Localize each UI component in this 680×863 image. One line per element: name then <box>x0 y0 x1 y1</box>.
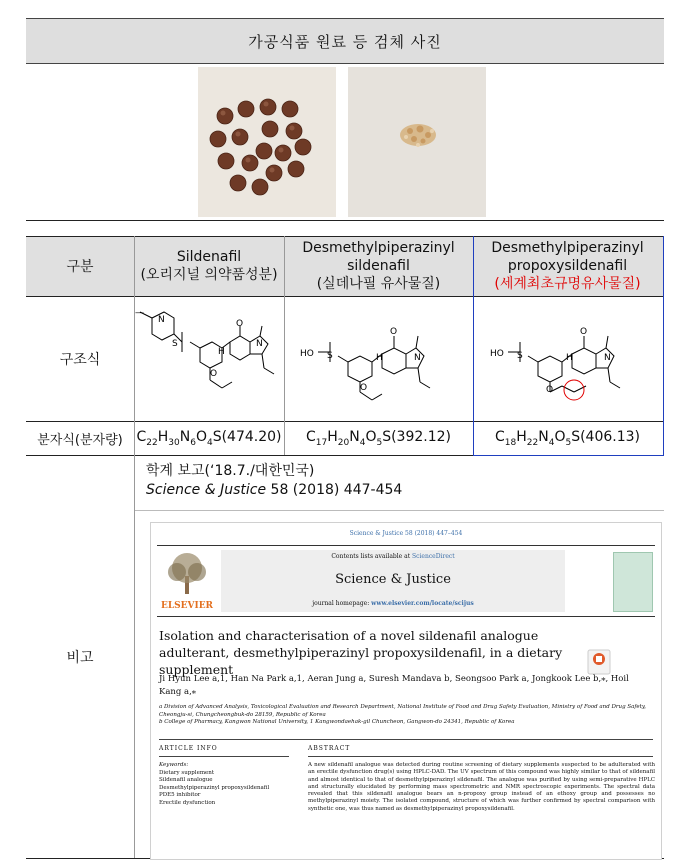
paper-authors: Ji Hyun Lee a,1, Han Na Park a,1, Aeran Jung a, Suresh Mandava b, Seongsoo Park a, Jongkook Lee b,⁎, Hoil Kang a,⁎ <box>159 674 629 697</box>
row-label-structure: 구조식 <box>59 351 101 368</box>
keyword: Dietary supplement <box>159 769 215 776</box>
structure-propoxy <box>474 296 662 421</box>
elsevier-logo: ELSEVIER <box>159 550 215 612</box>
divider <box>26 220 664 221</box>
sample-photo-powder <box>348 67 486 217</box>
row-label-name: 구분 <box>66 259 94 275</box>
struct-s-label: S <box>517 351 523 361</box>
paper-journal-box: Contents lists available at ScienceDirect Science & Justice journal homepage: www.elsevier.com/locate/scijus <box>221 550 565 612</box>
struct-o-label: O <box>236 319 244 329</box>
keyword: Desmethylpiperazinyl propoxysildenafil <box>159 784 270 791</box>
compound-header-sildenafil <box>134 236 284 296</box>
struct-s-label: S <box>172 339 178 349</box>
tree-icon <box>159 550 215 598</box>
formula-desmethyl: $C_{17}H_{20}N_4O_5S(392.12)$ <box>306 428 451 448</box>
struct-ho-label: HO <box>300 349 314 359</box>
keyword: Erectile dysfunction <box>159 799 216 806</box>
struct-n-label: N <box>604 353 611 363</box>
article-info-heading: ARTICLE INFO <box>159 745 218 752</box>
journal-name: Science & Justice <box>335 572 451 587</box>
compound-desc: (오리지널 의약품성분) <box>140 267 278 283</box>
compound-header-desmethyl <box>284 236 473 296</box>
struct-ho-label: HO <box>490 349 504 359</box>
compound-header-propoxy <box>473 236 662 296</box>
struct-h-label: H <box>218 347 225 357</box>
struct-h-label: H <box>566 353 573 363</box>
compound-name-line1: Desmethylpiperazinyl <box>302 240 455 256</box>
paper-keywords: Keywords: Dietary supplement Sildenafil analogue Desmethylpiperazinyl propoxysildenafil PDE5 inhibitor Erectile dysfunction <box>159 762 279 807</box>
structure-sildenafil <box>134 296 284 421</box>
paper-screenshot <box>150 522 662 860</box>
note-report: 학계 보고(‘18.7./대한민국) <box>146 463 315 479</box>
journal-italic: Science & Justice <box>146 482 267 498</box>
journal-cover <box>613 552 653 612</box>
struct-s-label: S <box>327 351 333 361</box>
structure-desmethyl <box>284 296 473 421</box>
struct-o-label: O <box>360 383 368 393</box>
compound-desc: (실데나필 유사물질) <box>316 276 441 292</box>
struct-n-label: N <box>256 339 263 349</box>
formula-sildenafil: $C_{22}H_{30}N_6O_4S(474.20)$ <box>136 428 282 448</box>
highlight-circle <box>564 380 584 400</box>
row-label-formula: 분자식(분자량) <box>37 432 123 448</box>
paper-journal-line: Science & Justice 58 (2018) 447–454 <box>349 530 463 537</box>
struct-n-label: N <box>158 315 165 325</box>
check-for-updates-icon[interactable] <box>587 649 611 675</box>
powder-image <box>348 67 486 217</box>
row-label-note: 비고 <box>66 649 94 666</box>
pills-image <box>198 67 336 217</box>
sample-photo-pills <box>198 67 336 217</box>
compound-name-line2: sildenafil <box>347 258 410 274</box>
abstract-heading: ABSTRACT <box>308 745 351 752</box>
struct-h-label: H <box>376 353 383 363</box>
struct-o-label: O <box>210 369 218 379</box>
homepage-link[interactable]: www.elsevier.com/locate/scijus <box>371 600 474 607</box>
paper-rule <box>159 739 653 740</box>
paper-title: Isolation and characterisation of a novel sildenafil analogue adulterant, desmethylpiperazinyl propoxysildenafil, in a dietary supplement <box>159 628 563 677</box>
paper-rule <box>308 756 653 757</box>
paper-header <box>157 545 655 617</box>
paper-rule <box>159 756 289 757</box>
paper-abstract: A new sildenafil analogue was detected during routine screening of dietary supplements suspected to be adulterated with an erectile dysfunction drug(s) using HPLC-DAD. The UV spectrum of this compound was highly similar to that of sildenafil and almost identical to that of desmethylpiperazinyl sildenafil. The analogue was purified by using semi-preparative HPLC and structurally elucidated by performing mass spectrometric and NMR spectroscopic experiments. The spectral data revealed that this sildenafil analogue bears an n-propoxy group instead of an ethoxy group and possesses no methylpiperazinyl moiety. The isolated compound, structure of which was further confirmed by spectral comparison with synthetic one, was thus named as desmethylpiperazinyl propoxysildenafil. <box>308 762 655 812</box>
keyword: PDE5 inhibitor <box>159 792 201 798</box>
compound-desc-highlight: (세계최초규명유사물질) <box>494 276 641 292</box>
compound-name-line2: propoxysildenafil <box>507 258 628 274</box>
keyword: Sildenafil analogue <box>159 777 213 783</box>
compound-name: Sildenafil <box>176 249 242 265</box>
struct-methyl-label: — <box>135 308 144 318</box>
sciencedirect-link[interactable]: ScienceDirect <box>412 553 455 560</box>
struct-o-label: O <box>546 385 554 395</box>
struct-o-label: O <box>580 327 588 337</box>
compound-name-line1: Desmethylpiperazinyl <box>491 240 644 256</box>
page-title: 가공식품 원료 등 검체 사진 <box>26 18 664 64</box>
struct-o-label: O <box>390 327 398 337</box>
formula-propoxy: $C_{18}H_{22}N_4O_5S(406.13)$ <box>495 428 640 448</box>
paper-affiliations: a Division of Advanced Analysis, Toxicological Evaluation and Research Department, National Institute of Food and Drug Safety Evaluation, Ministry of Food and Drug Safety, Cheongju-si, Chungcheongbuk-do 28159, Republic of Korea b College of Pharmacy, Kangwon National University, 1 Kangwondaehak-gil Chuncheon, Gangwon-do 24341, Republic of Korea <box>159 704 647 725</box>
struct-n-label: N <box>414 353 421 363</box>
note-divider <box>134 510 664 511</box>
note-citation: Science & Justice 58 (2018) 447-454 <box>146 482 403 498</box>
